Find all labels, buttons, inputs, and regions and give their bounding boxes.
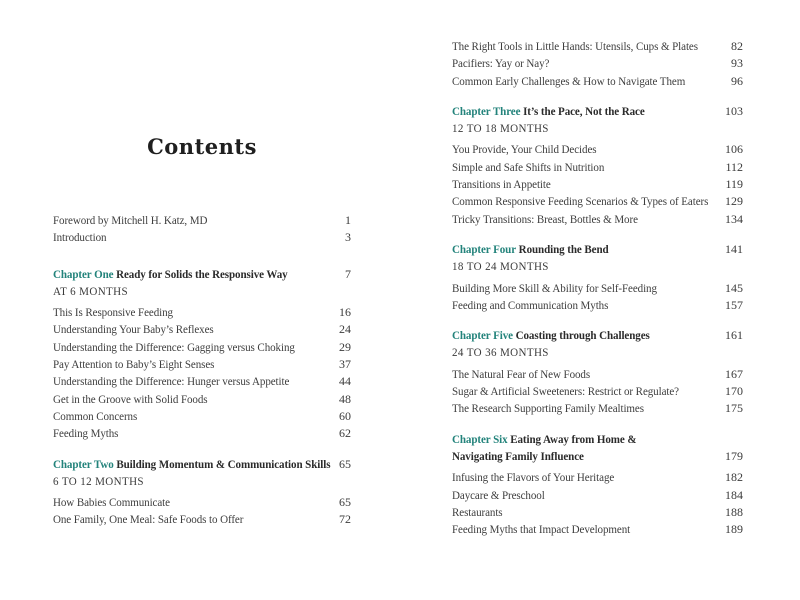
entry-title: Common Concerns [53,408,138,423]
entry-title: Daycare & Preschool [452,487,545,502]
chapter-number: Chapter One [53,266,114,281]
entry-page: 44 [339,374,351,389]
chapter-title-line [452,327,650,344]
toc-entry [452,73,743,90]
toc-entry [53,373,351,390]
toc-entry [452,487,743,504]
toc-entry [53,356,351,373]
toc-entry [53,391,351,408]
chapter-title: Building Momentum & Communication Skills [116,456,331,471]
chapter-number: Chapter Four [452,241,517,256]
entry-title: The Research Supporting Family Mealtimes [452,401,644,416]
entry-page: 82 [731,39,743,53]
entry-title: One Family, One Meal: Safe Foods to Offer [53,512,244,527]
chapter-number: Chapter Two [53,456,114,471]
toc-entry [452,521,743,538]
toc-entry [452,38,743,55]
entry-page: 3 [345,230,351,245]
chapter-six-heading [452,431,743,466]
chapter-one-heading [53,266,351,301]
entry-page: 175 [725,401,743,416]
chapter-two-heading [53,456,351,491]
continued-entries-list [452,38,743,90]
entry-page: 93 [731,56,743,71]
chapter-title: Rounding the Bend [518,241,609,256]
toc-entry [452,400,743,417]
chapter-two-entries [53,494,351,529]
chapter-title: Coasting through Challenges [515,328,650,343]
toc-entry [53,339,351,356]
entry-title: How Babies Communicate [53,495,170,510]
entry-page: 48 [339,391,351,406]
chapter-four-entries [452,280,743,315]
right-page-column [452,0,743,538]
chapter-subtitle: 6 TO 12 MONTHS [53,473,144,488]
chapter-five-entries [452,366,743,418]
entry-title: Tricky Transitions: Breast, Bottles & More [452,211,638,226]
entry-title: The Natural Fear of New Foods [452,366,591,381]
entry-title: Building More Skill & Ability for Self-Feeding [452,280,657,295]
chapter-subtitle: 18 TO 24 MONTHS [452,259,549,274]
chapter-subtitle-row [53,283,351,300]
toc-entry [452,211,743,228]
chapter-subtitle: AT 6 MONTHS [53,283,129,298]
toc-entry [452,141,743,158]
left-page-column [53,0,351,529]
entry-page: 170 [725,384,743,399]
chapter-title-line [452,431,636,448]
entry-page: 112 [725,159,743,174]
chapter-title-row [452,103,743,120]
entry-title: Simple and Safe Shifts in Nutrition [452,159,605,174]
chapter-one-entries [53,304,351,442]
chapter-four-heading [452,241,743,276]
chapter-page: 161 [725,328,743,343]
entry-page: 182 [725,470,743,485]
entry-page: 129 [725,194,743,209]
toc-entry [452,297,743,314]
entry-page: 106 [725,142,743,157]
entry-page: 65 [339,495,351,510]
entry-page: 184 [725,487,743,502]
chapter-subtitle: 24 TO 36 MONTHS [452,345,549,360]
entry-title: Understanding Your Baby’s Reflexes [53,322,214,337]
chapter-title-continued: Navigating Family Influence [452,448,584,463]
chapter-title-row [452,431,743,448]
contents-title: Contents [147,134,257,159]
entry-page: 16 [339,305,351,320]
entry-title: Get in the Groove with Solid Foods [53,391,208,406]
chapter-subtitle-row [53,473,351,490]
entry-title: Transitions in Appetite [452,177,551,192]
entry-page: 37 [339,357,351,372]
entry-page: 24 [339,322,351,337]
toc-entry [452,366,743,383]
entry-title: Understanding the Difference: Gagging versus Choking [53,339,295,354]
entry-page: 167 [725,366,743,381]
chapter-subtitle-row [452,258,743,275]
chapter-title-line [53,456,330,473]
entry-title: Restaurants [452,504,503,519]
toc-entry [53,425,351,442]
chapter-six-entries [452,469,743,538]
chapter-three-entries [452,141,743,227]
chapter-title: Eating Away from Home & [510,431,637,446]
entry-title: Sugar & Artificial Sweeteners: Restrict or Regulate? [452,384,679,399]
toc-entry [53,511,351,528]
entry-page: 157 [725,297,743,312]
chapter-subtitle-row [452,344,743,361]
toc-entry [452,159,743,176]
chapter-page: 7 [345,266,351,281]
entry-page: 119 [725,177,743,192]
chapter-number: Chapter Five [452,328,513,343]
chapter-subtitle-row [452,120,743,137]
toc-entry [53,494,351,511]
chapter-page: 103 [725,103,743,118]
entry-title: Feeding and Communication Myths [452,297,609,312]
entry-title: This Is Responsive Feeding [53,305,173,320]
toc-entry [452,504,743,521]
entry-title: Common Early Challenges & How to Navigate Them [452,73,686,88]
entry-page: 60 [339,408,351,423]
toc-entry [452,193,743,210]
toc-entry [452,55,743,72]
chapter-title-row [53,456,351,473]
chapter-three-heading [452,103,743,138]
entry-title: Pacifiers: Yay or Nay? [452,56,550,71]
front-matter-list [53,212,351,247]
chapter-number: Chapter Three [452,103,521,118]
entry-title: You Provide, Your Child Decides [452,142,597,157]
chapter-title-row-2 [452,448,743,465]
entry-title: Pay Attention to Baby’s Eight Senses [53,357,215,372]
toc-entry [53,321,351,338]
chapter-title-row [452,327,743,344]
entry-title: Feeding Myths that Impact Development [452,522,631,537]
chapter-title-row [452,241,743,258]
entry-page: 29 [339,339,351,354]
entry-page: 134 [725,211,743,226]
chapter-title-line [53,266,288,283]
entry-page: 1 [345,213,351,227]
entry-title: Introduction [53,230,107,245]
toc-entry [452,280,743,297]
chapter-title-row [53,266,351,283]
entry-page: 62 [339,426,351,441]
chapter-title: It’s the Pace, Not the Race [523,103,645,118]
chapter-page: 65 [339,456,351,471]
chapter-title-line [452,241,609,258]
entry-page: 189 [725,522,743,537]
entry-title: Foreword by Mitchell H. Katz, MD [53,213,208,227]
entry-title: The Right Tools in Little Hands: Utensils, Cups & Plates [452,39,698,53]
toc-entry [53,229,351,246]
toc-entry [53,212,351,229]
entry-title: Common Responsive Feeding Scenarios & Types of Eaters [452,194,709,209]
chapter-page: 141 [725,241,743,256]
entry-title: Understanding the Difference: Hunger versus Appetite [53,374,290,389]
entry-page: 188 [725,504,743,519]
toc-entry [452,469,743,486]
toc-entry [452,176,743,193]
chapter-subtitle: 12 TO 18 MONTHS [452,121,549,136]
chapter-title-line [452,103,645,120]
entry-page: 72 [339,512,351,527]
toc-entry [452,383,743,400]
entry-title: Infusing the Flavors of Your Heritage [452,470,615,485]
chapter-page: 179 [725,448,743,463]
entry-page: 96 [731,73,743,88]
chapter-number: Chapter Six [452,431,508,446]
chapter-title: Ready for Solids the Responsive Way [116,266,288,281]
entry-page: 145 [725,280,743,295]
chapter-five-heading [452,327,743,362]
toc-entry [53,304,351,321]
entry-title: Feeding Myths [53,426,119,441]
toc-entry [53,408,351,425]
